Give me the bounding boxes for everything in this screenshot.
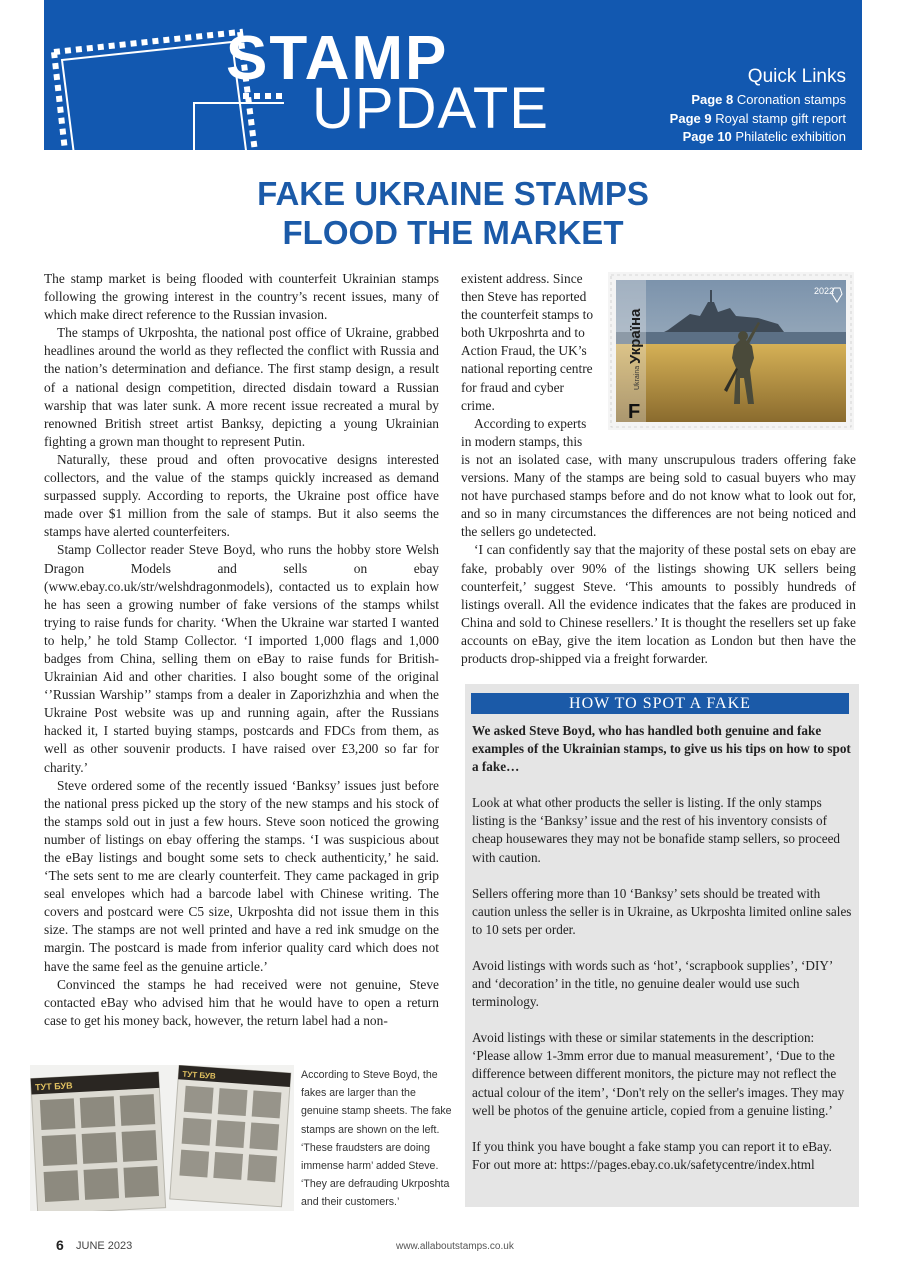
sidebar-title: HOW TO SPOT A FAKE	[471, 693, 849, 714]
article-paragraph: Steve ordered some of the recently issued ‘Banksy’ issues just before the national press picked up the story of the new stamps and his stock of the stamps sold out in just a few hours. Steve soon noticed the growing number of listings on ebay offering the stamps. ‘I was suspicious about the eBay listings and bought some sets to check authenticity,’ he said. ‘The sets sent to me are clearly counterfeit. They came packaged in grip seal envelopes which had a barcode label with Chinese writing. The covers and postcard were C5 size, Ukrposhta did not issue them in this size. The stamps are not well printed and have a red ink smudge on the margin. The postcard is made from inferior quality card which does not have the same feel as the genuine article.’	[44, 777, 439, 974]
quick-link-page: Page 10	[682, 129, 732, 144]
stamp-country-latin: Ukraina	[634, 365, 641, 390]
article-paragraph: According to experts in modern stamps, this	[461, 415, 587, 449]
masthead-banner	[44, 0, 862, 150]
article-column-right-narrow	[461, 270, 599, 451]
sidebar-tip: Avoid listings with words such as ‘hot’, ‘scrapbook supplies’, ‘DIY’ and ‘decoration’ in the title, no genuine dealer would use such terminology.	[472, 957, 833, 1010]
sheet-label-right: ТУТ БУВ	[182, 1069, 217, 1081]
sidebar-tip: Avoid listings with these or similar statements in the description: ‘Please allow 1-3mm error due to manual measurement’, ‘Due to the difference between different monitors, the picture may not reflect the actual colour of the item’, ‘Don't rely on the seller's images. They may well be photos of the genuine article, copied from a genuine listing.’	[472, 1030, 845, 1118]
quick-link-label: Royal stamp gift report	[715, 110, 846, 126]
article-paragraph: existent address. Since then Steve has reported the counterfeit stamps to both Ukrposhrta and to Action Fraud, the UK’s national reporting centre for fraud and cyber crime.	[461, 271, 594, 413]
article-paragraph: Naturally, these proud and often provocative designs interested collectors, and the value of the stamps quickly increased as demand surpassed supply. According to reports, the Ukraine post office have made over $1 million from the sale of stamps. But it also seems the stamps have alerted counterfeiters.	[44, 451, 439, 540]
issue-date: JUNE 2023	[76, 1240, 133, 1252]
quick-link-page: Page 9	[669, 110, 712, 126]
ukraine-warship-stamp-image	[608, 272, 854, 430]
article-paragraph: The stamp market is being flooded with counterfeit Ukrainian stamps following the growing interest in the country’s recent issues, many of which make direct reference to the Russian invasion.	[44, 271, 439, 323]
sidebar-intro: We asked Steve Boyd, who has handled both genuine and fake examples of the Ukrainian stamps, to give us his tips on how to spot a fake…	[472, 723, 851, 775]
quick-links-title: Quick Links	[747, 66, 846, 87]
quick-link[interactable]	[670, 128, 846, 147]
article-paragraph: The stamps of Ukrposhta, the national post office of Ukraine, grabbed headlines around the world as they reflected the conflict with Russia and the nation’s determination and defiance. The first stamp design, a result of a national design competition, directed disdain toward a Russian warship that was later sunk. A more recent issue recreated a mural by renowned British street artist Banksy, depicting a young Ukrainian fighting a grown man thought to represent Putin.	[44, 325, 439, 449]
article-paragraph: ‘I can confidently say that the majority of these postal sets on ebay are fake, probably over 90% of the listings showing UK sellers being counterfeit,’ suggest Steve. ‘This amounts to possibly hundreds of listings overall. All the evidence indicates that the fakes are produced in China and sold to Chinese resellers.’ It is thought the resellers set up fake accounts on eBay, give the item location as London but then have the products drop-shipped via a freight forwarder.	[461, 542, 856, 667]
sidebar-tip: Sellers offering more than 10 ‘Banksy’ sets should be treated with caution unless the seller is in Ukraine, as Ukrposhta limited online sales to 10 sets per order.	[472, 885, 852, 937]
masthead-update-word: UPDATE	[312, 76, 549, 141]
headline-line-2: FLOOD THE MARKET	[282, 214, 624, 251]
stamp-year: 2022	[814, 286, 835, 296]
quick-links	[670, 66, 846, 147]
photo-caption: According to Steve Boyd, the fakes are larger than the genuine stamp sheets. The fake stamps are shown on the left. ‘These fraudsters are doing immense harm’ added Steve. ‘They are defrauding Ukrposhta and their customers.’	[301, 1069, 452, 1209]
sheet-label-left: ТУТ БУВ	[34, 1080, 73, 1093]
article-column-left	[44, 270, 439, 1030]
quick-link[interactable]	[670, 91, 846, 110]
sidebar-tip: If you think you have bought a fake stamp you can report it to eBay. For out more at: https://pages.ebay.co.uk/safetycentre/index.html	[472, 1138, 832, 1172]
footer-url[interactable]: www.allaboutstamps.co.uk	[396, 1241, 514, 1252]
page-number: 6	[56, 1237, 64, 1253]
quick-link-label: Philatelic exhibition	[735, 129, 846, 144]
stamp-country: Україна	[627, 308, 644, 364]
sidebar-tip: Look at what other products the seller is listing. If the only stamps listing is the ‘Banksy’ issue and the rest of his inventory consists of cheap housewares they may not be bonafide stamp sellers, so proceed with caution.	[472, 795, 841, 865]
headline-line-1: FAKE UKRAINE STAMPS	[257, 175, 649, 212]
quick-link-label: Coronation stamps	[736, 92, 846, 107]
fake-stamp-sheets-photo	[30, 1065, 294, 1211]
masthead-stamp-word: STAMP	[226, 24, 449, 93]
article-paragraph: is not an isolated case, with many unscrupulous traders offering fake versions. Many of the stamps are being sold to casual buyers who may not have purchased stamps before and do not know what to look out for, and so in many circumstances the differences are not being noticed and the sellers go undetected.	[461, 452, 856, 540]
article-column-right-wide	[461, 451, 856, 668]
quick-link[interactable]	[670, 110, 846, 129]
article-paragraph: Stamp Collector reader Steve Boyd, who runs the hobby store Welsh Dragon Models and sells on ebay (www.ebay.co.uk/str/welshdragonmodels), contacted us to explain how he has seen a growing number of fake versions of the stamps whilst trying to raise funds for charity. ‘When the Ukraine war started I wanted to help,’ he told Stamp Collector. ‘I imported 1,000 flags and 1,000 badges from China, selling them on eBay to raise funds for British-Ukrainian Aid and other charities. I also bought some of the original ‘’Russian Warship’’ stamps from a dealer in Zaporizhzhia and when the Ukraine Post website was up and running again, after the Russians hacked it, I started buying stamps, postcards and FDCs from them, as well as other souvenir products. I have raised over £3,200 so far for charity.’	[44, 542, 439, 775]
how-to-spot-sidebar	[465, 684, 859, 1207]
article-paragraph: Convinced the stamps he had received were not genuine, Steve contacted eBay who advised him that he would have to open a return case to get his money back, however, the return label had a non-	[44, 976, 439, 1028]
sidebar-body	[472, 722, 852, 1192]
quick-link-page: Page 8	[691, 92, 734, 107]
stamp-value: F	[628, 401, 641, 423]
